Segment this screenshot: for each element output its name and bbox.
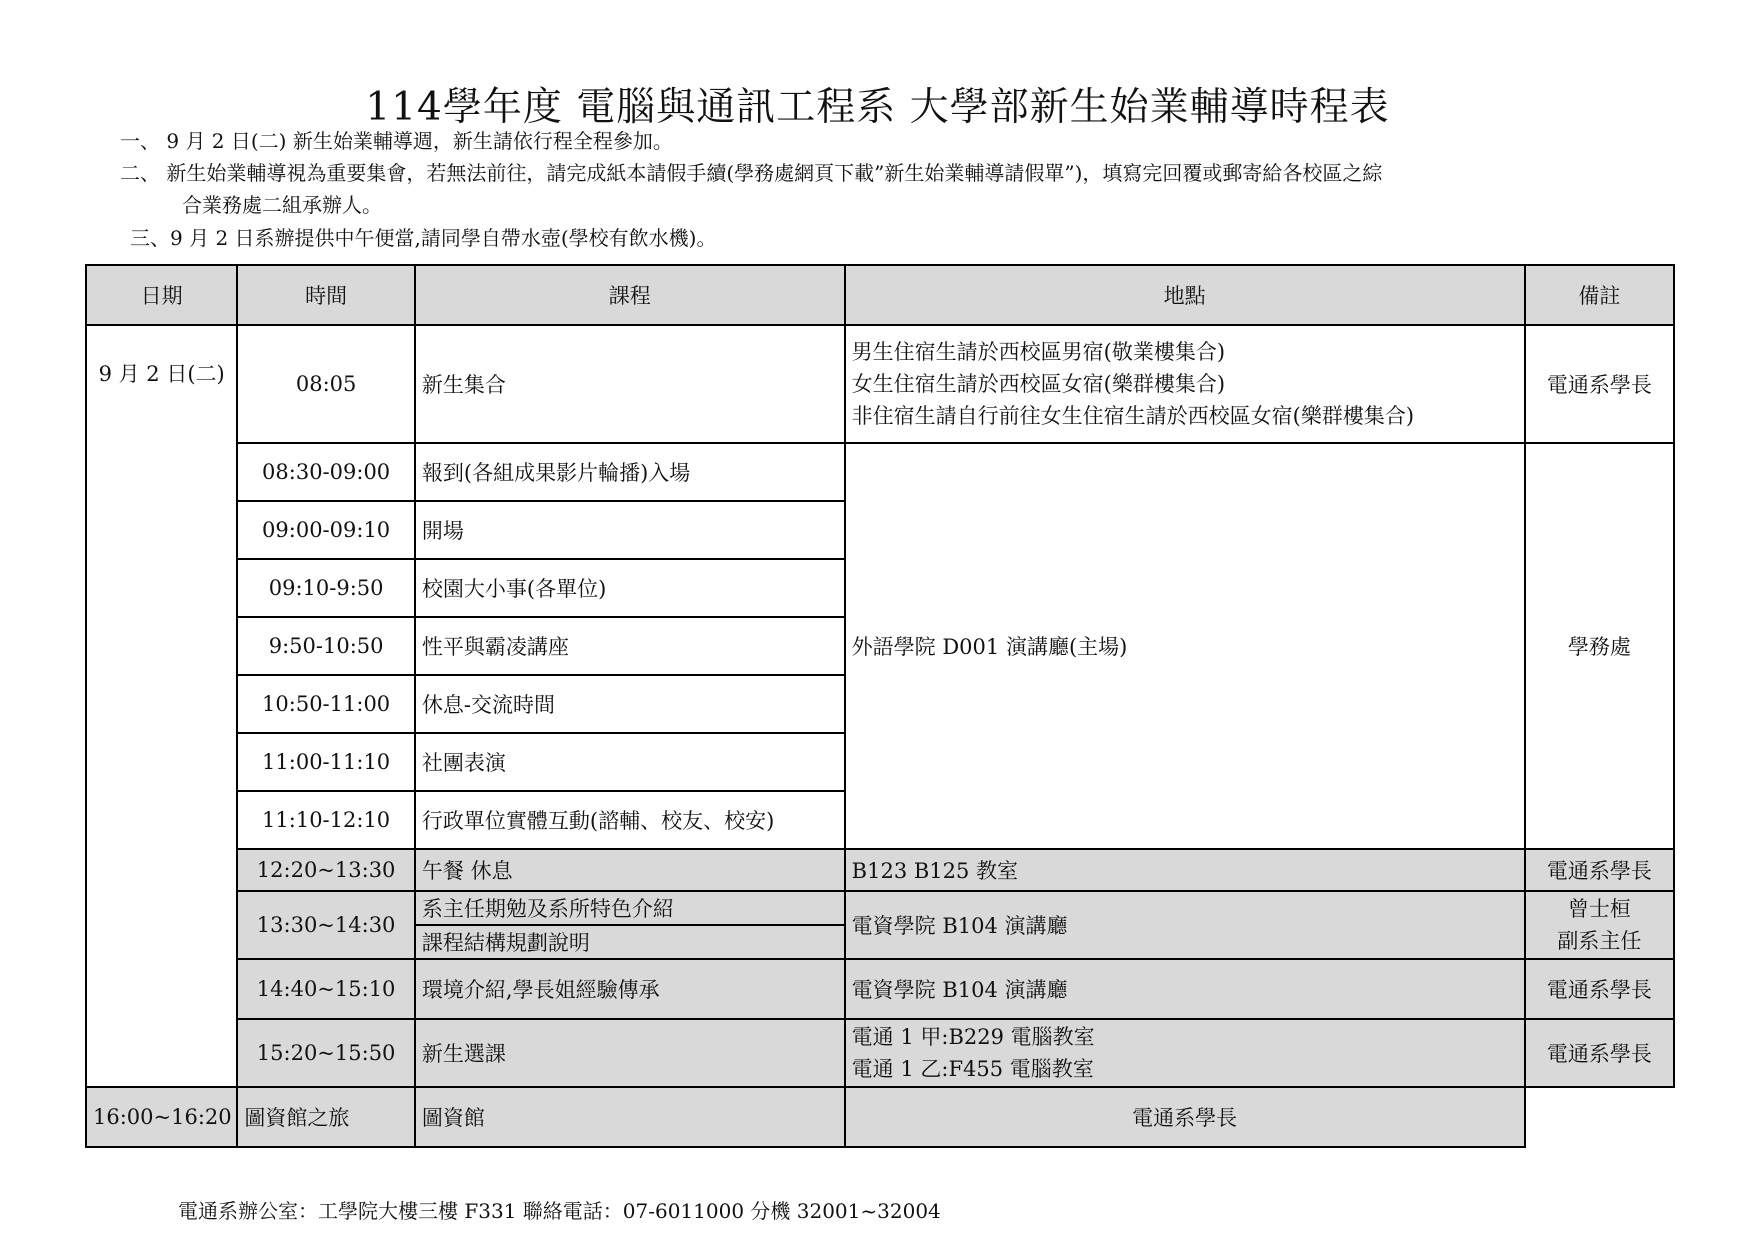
course-cell: 系主任期勉及系所特色介紹 — [415, 891, 845, 925]
remark-cell: 電通系學長 — [1525, 849, 1674, 891]
time-cell: 15:20~15:50 — [237, 1019, 415, 1087]
course-cell: 休息-交流時間 — [415, 675, 845, 733]
table-row — [86, 443, 1674, 501]
time-cell: 13:30~14:30 — [237, 891, 415, 959]
location-cell: B123 B125 教室 — [845, 849, 1525, 891]
group-remark-cell: 學務處 — [1525, 443, 1674, 849]
note-2-continued: 合業務處二組承辦人。 — [182, 193, 382, 217]
remark-line: 曾士桓 — [1567, 897, 1631, 921]
table-row — [86, 325, 1674, 443]
remark-cell: 電通系學長 — [1525, 959, 1674, 1019]
note-2: 二、 新生始業輔導視為重要集會，若無法前往，請完成紙本請假手續(學務處網頁下載”新生始業輔導請假單”)，填寫完回覆或郵寄給各校區之綜 — [120, 161, 1383, 185]
course-cell: 午餐 休息 — [415, 849, 845, 891]
header-location: 地點 — [845, 265, 1525, 325]
header-remark: 備註 — [1525, 265, 1674, 325]
time-cell: 12:20~13:30 — [237, 849, 415, 891]
header-date: 日期 — [86, 265, 237, 325]
page-title: 114學年度 電腦與通訊工程系 大學部新生始業輔導時程表 — [365, 85, 1390, 130]
course-cell: 開場 — [415, 501, 845, 559]
remark-cell: 電通系學長 — [1525, 1019, 1674, 1087]
footer-contact: 電通系辦公室：工學院大樓三樓 F331 聯絡電話：07-6011000 分機 32001~32004 — [178, 1199, 941, 1223]
table-row — [86, 1019, 1674, 1087]
course-cell: 校園大小事(各單位) — [415, 559, 845, 617]
course-cell: 性平與霸凌講座 — [415, 617, 845, 675]
course-cell: 課程結構規劃說明 — [415, 925, 845, 959]
date-cell: 9 月 2 日(二) — [86, 325, 237, 1087]
group-location-cell: 外語學院 D001 演講廳(主場) — [845, 443, 1525, 849]
table-row — [86, 849, 1674, 891]
time-cell: 08:05 — [237, 325, 415, 443]
location-line: 男生住宿生請於西校區男宿(敬業樓集合) — [851, 340, 1226, 364]
remark-cell — [1525, 891, 1674, 959]
location-cell: 電資學院 B104 演講廳 — [845, 891, 1525, 959]
location-cell — [845, 325, 1525, 443]
remark-line: 副系主任 — [1557, 929, 1642, 953]
location-line: 電通 1 甲:B229 電腦教室 — [851, 1025, 1095, 1049]
time-cell: 9:50-10:50 — [237, 617, 415, 675]
time-cell: 16:00~16:20 — [86, 1087, 237, 1147]
header-time: 時間 — [237, 265, 415, 325]
course-cell: 圖資館之旅 — [237, 1087, 415, 1147]
header-course: 課程 — [415, 265, 845, 325]
course-cell: 新生選課 — [415, 1019, 845, 1087]
remark-cell: 電通系學長 — [1525, 325, 1674, 443]
time-cell: 09:10-9:50 — [237, 559, 415, 617]
table-row — [86, 891, 1674, 925]
time-cell: 08:30-09:00 — [237, 443, 415, 501]
time-cell: 09:00-09:10 — [237, 501, 415, 559]
course-cell: 報到(各組成果影片輪播)入場 — [415, 443, 845, 501]
location-cell — [845, 1019, 1525, 1087]
location-line: 電通 1 乙:F455 電腦教室 — [851, 1057, 1094, 1081]
course-cell: 行政單位實體互動(諮輔、校友、校安) — [415, 791, 845, 849]
course-cell: 社團表演 — [415, 733, 845, 791]
schedule-table — [85, 264, 1675, 1148]
location-cell: 圖資館 — [415, 1087, 845, 1147]
location-line: 非住宿生請自行前往女生住宿生請於西校區女宿(樂群樓集合) — [851, 404, 1415, 428]
table-header-row — [86, 265, 1674, 325]
time-cell: 11:10-12:10 — [237, 791, 415, 849]
location-cell: 電資學院 B104 演講廳 — [845, 959, 1525, 1019]
table-row — [86, 1087, 1674, 1147]
note-3: 三、9 月 2 日系辦提供中午便當,請同學自帶水壺(學校有飲水機)。 — [130, 226, 717, 250]
course-cell: 環境介紹,學長姐經驗傳承 — [415, 959, 845, 1019]
note-1: 一、 9 月 2 日(二) 新生始業輔導週，新生請依行程全程參加。 — [120, 129, 673, 153]
remark-cell: 電通系學長 — [845, 1087, 1525, 1147]
course-cell: 新生集合 — [415, 325, 845, 443]
location-line: 女生住宿生請於西校區女宿(樂群樓集合) — [851, 372, 1226, 396]
time-cell: 14:40~15:10 — [237, 959, 415, 1019]
time-cell: 11:00-11:10 — [237, 733, 415, 791]
time-cell: 10:50-11:00 — [237, 675, 415, 733]
table-row — [86, 959, 1674, 1019]
